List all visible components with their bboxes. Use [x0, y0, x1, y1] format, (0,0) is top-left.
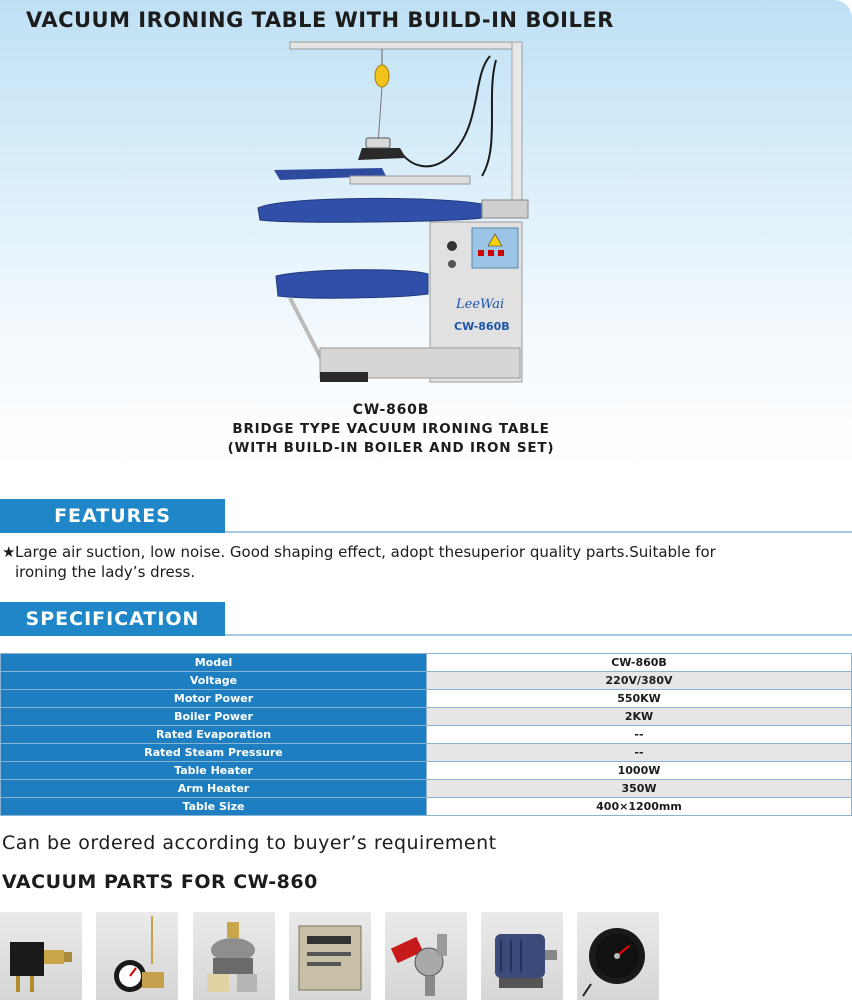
spec-value: 400×1200mm	[427, 798, 852, 816]
spec-row	[1, 654, 852, 672]
parts-title: VACUUM PARTS FOR CW-860	[2, 871, 318, 893]
spec-value: 350W	[427, 780, 852, 798]
parts-gallery	[0, 912, 852, 1000]
steam-iron	[358, 148, 406, 160]
steam-hose	[400, 56, 490, 166]
ironing-board	[258, 198, 482, 222]
spec-value: 1000W	[427, 762, 852, 780]
spec-row	[1, 708, 852, 726]
spec-value: --	[427, 726, 852, 744]
features-description	[2, 542, 842, 582]
spec-row	[1, 780, 852, 798]
features-line-1: Large air suction, low noise. Good shaping effect, adopt thesuperior quality parts.Suitable for	[15, 543, 716, 561]
lower-board	[276, 270, 428, 298]
thermostat-icon	[96, 912, 178, 1000]
pressure-gauge-icon	[577, 912, 659, 1000]
spring-balancer	[375, 65, 389, 87]
product-description: BRIDGE TYPE VACUUM IRONING TABLE	[232, 421, 550, 437]
overhead-bridge-rail	[290, 42, 522, 49]
features-line-2: ironing the lady’s dress.	[15, 563, 196, 581]
star-icon: ★	[2, 543, 16, 561]
features-heading: FEATURES	[0, 499, 225, 533]
solenoid-valve-icon	[385, 912, 467, 1000]
spec-label: Table Heater	[1, 762, 427, 780]
spec-label: Boiler Power	[1, 708, 427, 726]
spec-value: CW-860B	[427, 654, 852, 672]
spec-label: Arm Heater	[1, 780, 427, 798]
bridge-post	[512, 42, 522, 212]
product-description-detail: (WITH BUILD-IN BOILER AND IRON SET)	[227, 440, 555, 456]
motor-icon	[481, 912, 563, 1000]
spec-label: Rated Steam Pressure	[1, 744, 427, 762]
order-note: Can be ordered according to buyer’s requirement	[2, 832, 497, 854]
relay-box-icon	[289, 912, 371, 1000]
spec-value: --	[427, 744, 852, 762]
spec-label: Motor Power	[1, 690, 427, 708]
product-model-caption: CW-860B	[352, 402, 430, 418]
spec-label: Table Size	[1, 798, 427, 816]
spec-row	[1, 726, 852, 744]
spec-row	[1, 672, 852, 690]
steam-gauge	[447, 241, 457, 251]
spec-row	[1, 744, 852, 762]
spec-row	[1, 762, 852, 780]
pressure-switch-icon	[193, 912, 275, 1000]
ironing-table-illustration	[250, 36, 540, 388]
spec-label: Voltage	[1, 672, 427, 690]
spec-row	[1, 690, 852, 708]
brand-logo: LeeWai	[456, 297, 505, 312]
spec-label: Model	[1, 654, 427, 672]
spec-value: 220V/380V	[427, 672, 852, 690]
panel-model-label: CW-860B	[454, 320, 510, 333]
specification-table	[0, 653, 852, 816]
spec-value: 2KW	[427, 708, 852, 726]
page-title: VACUUM IRONING TABLE WITH BUILD-IN BOILER	[26, 8, 614, 32]
micro-switch-icon	[0, 912, 82, 1000]
spec-label: Rated Evaporation	[1, 726, 427, 744]
spec-value: 550KW	[427, 690, 852, 708]
specification-heading: SPECIFICATION	[0, 602, 225, 636]
spec-row	[1, 798, 852, 816]
